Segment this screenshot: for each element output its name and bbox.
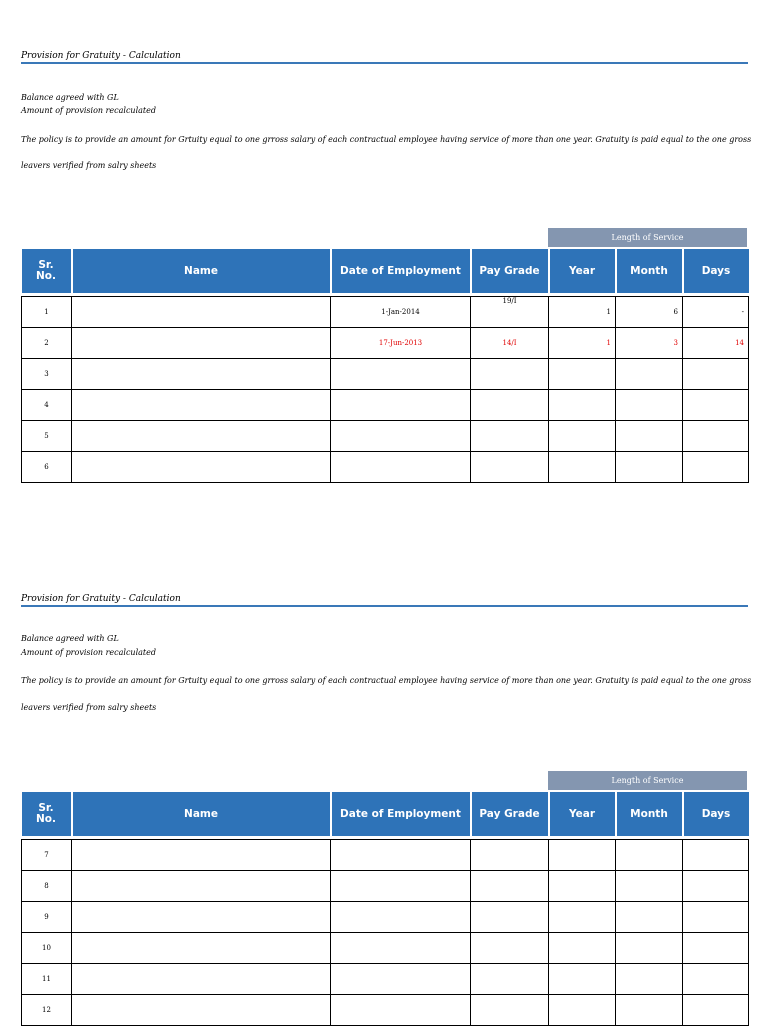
table-row	[22, 933, 749, 964]
cell-name[interactable]	[72, 452, 331, 483]
table-header-row	[22, 792, 749, 836]
gratuity-table	[21, 792, 749, 1026]
header-sr-no: Sr. No.	[22, 792, 72, 836]
cell-year[interactable]	[549, 871, 616, 902]
cell-days[interactable]	[683, 452, 749, 483]
cell-month[interactable]	[616, 359, 683, 390]
cell-date-of-employment[interactable]	[331, 933, 471, 964]
cell-sr-no[interactable]: 8	[22, 871, 72, 902]
cell-sr-no[interactable]: 9	[22, 902, 72, 933]
cell-days[interactable]	[683, 840, 749, 871]
cell-date-of-employment[interactable]	[331, 390, 471, 421]
cell-days[interactable]	[683, 421, 749, 452]
title-rule	[21, 62, 748, 64]
cell-name[interactable]	[72, 995, 331, 1026]
header-days: Days	[683, 792, 749, 836]
cell-pay-grade[interactable]: 14/I	[471, 328, 549, 359]
header-sr-no: Sr. No.	[22, 249, 72, 293]
table-row	[22, 359, 749, 390]
cell-date-of-employment[interactable]	[331, 871, 471, 902]
cell-month[interactable]	[616, 840, 683, 871]
cell-month[interactable]: 3	[616, 328, 683, 359]
cell-sr-no[interactable]: 12	[22, 995, 72, 1026]
cell-pay-grade[interactable]	[471, 964, 549, 995]
section-title: Provision for Gratuity - Calculation	[21, 51, 181, 61]
cell-days[interactable]	[683, 933, 749, 964]
cell-year[interactable]: 1	[549, 328, 616, 359]
cell-days[interactable]	[683, 359, 749, 390]
cell-year[interactable]: 1	[549, 297, 616, 328]
cell-date-of-employment[interactable]	[331, 902, 471, 933]
cell-days[interactable]: -	[683, 297, 749, 328]
cell-month[interactable]	[616, 933, 683, 964]
cell-name[interactable]	[72, 390, 331, 421]
header-days: Days	[683, 249, 749, 293]
header-name: Name	[72, 792, 331, 836]
cell-date-of-employment[interactable]	[331, 452, 471, 483]
cell-days[interactable]	[683, 871, 749, 902]
cell-date-of-employment[interactable]	[331, 840, 471, 871]
header-year: Year	[549, 792, 616, 836]
title-rule	[21, 605, 748, 607]
table-row	[22, 964, 749, 995]
cell-year[interactable]	[549, 902, 616, 933]
cell-month[interactable]	[616, 902, 683, 933]
header-month: Month	[616, 249, 683, 293]
cell-sr-no[interactable]: 2	[22, 328, 72, 359]
cell-sr-no[interactable]: 3	[22, 359, 72, 390]
cell-sr-no[interactable]: 6	[22, 452, 72, 483]
cell-sr-no[interactable]: 4	[22, 390, 72, 421]
cell-days[interactable]: 14	[683, 328, 749, 359]
cell-pay-grade[interactable]	[471, 452, 549, 483]
header-pay-grade: Pay Grade	[471, 792, 549, 836]
cell-pay-grade[interactable]	[471, 995, 549, 1026]
cell-days[interactable]	[683, 390, 749, 421]
cell-pay-grade[interactable]	[471, 871, 549, 902]
table-row	[22, 390, 749, 421]
cell-month[interactable]: 6	[616, 297, 683, 328]
cell-pay-grade[interactable]	[471, 390, 549, 421]
cell-year[interactable]	[549, 840, 616, 871]
table-row	[22, 421, 749, 452]
header-date: Date of Employment	[331, 792, 471, 836]
cell-days[interactable]	[683, 964, 749, 995]
provision-line: Amount of provision recalculated	[21, 106, 156, 115]
length-of-service-header: Length of Service	[548, 228, 747, 247]
cell-name[interactable]	[72, 328, 331, 359]
cell-name[interactable]	[72, 297, 331, 328]
section-title: Provision for Gratuity - Calculation	[21, 594, 181, 604]
length-of-service-header: Length of Service	[548, 771, 747, 790]
header-year: Year	[549, 249, 616, 293]
table-row	[22, 297, 749, 328]
cell-month[interactable]	[616, 995, 683, 1026]
header-date: Date of Employment	[331, 249, 471, 293]
cell-name[interactable]	[72, 359, 331, 390]
balance-line: Balance agreed with GL	[21, 93, 119, 102]
table-header-row	[22, 249, 749, 293]
header-pay-grade: Pay Grade	[471, 249, 549, 293]
cell-date-of-employment[interactable]: 17-Jun-2013	[331, 328, 471, 359]
cell-date-of-employment[interactable]	[331, 359, 471, 390]
gratuity-table	[21, 249, 749, 483]
cell-pay-grade[interactable]	[471, 840, 549, 871]
policy-line: The policy is to provide an amount for Grtuity equal to one grross salary of each contractual employee having service of more than one year. Gratuity is paid equal to the one gross	[21, 676, 752, 685]
cell-sr-no[interactable]: 10	[22, 933, 72, 964]
cell-name[interactable]	[72, 421, 331, 452]
header-month: Month	[616, 792, 683, 836]
policy-line: The policy is to provide an amount for Grtuity equal to one grross salary of each contractual employee having service of more than one year. Gratuity is paid equal to the one gross	[21, 135, 752, 144]
cell-month[interactable]	[616, 390, 683, 421]
cell-days[interactable]	[683, 902, 749, 933]
leavers-line: leavers verified from salry sheets	[21, 161, 157, 170]
cell-month[interactable]	[616, 421, 683, 452]
cell-year[interactable]	[549, 359, 616, 390]
leavers-line: leavers verified from salry sheets	[21, 703, 157, 712]
cell-sr-no[interactable]: 5	[22, 421, 72, 452]
cell-name[interactable]	[72, 840, 331, 871]
cell-date-of-employment[interactable]	[331, 995, 471, 1026]
table-row	[22, 328, 749, 359]
cell-days[interactable]	[683, 995, 749, 1026]
cell-month[interactable]	[616, 871, 683, 902]
cell-sr-no[interactable]: 1	[22, 297, 72, 328]
gratuity-section-2	[0, 543, 768, 1024]
cell-date-of-employment[interactable]	[331, 964, 471, 995]
cell-sr-no[interactable]: 11	[22, 964, 72, 995]
gratuity-section-1	[0, 0, 768, 500]
cell-pay-grade[interactable]: 19/I	[471, 297, 549, 328]
provision-line: Amount of provision recalculated	[21, 648, 156, 657]
balance-line: Balance agreed with GL	[21, 634, 119, 643]
cell-month[interactable]	[616, 964, 683, 995]
cell-date-of-employment[interactable]: 1-Jan-2014	[331, 297, 471, 328]
table-row	[22, 871, 749, 902]
cell-year[interactable]	[549, 933, 616, 964]
cell-year[interactable]	[549, 452, 616, 483]
cell-date-of-employment[interactable]	[331, 421, 471, 452]
table-row	[22, 995, 749, 1026]
cell-pay-grade[interactable]	[471, 359, 549, 390]
cell-name[interactable]	[72, 871, 331, 902]
table-row	[22, 902, 749, 933]
cell-year[interactable]	[549, 390, 616, 421]
cell-pay-grade[interactable]	[471, 902, 549, 933]
cell-pay-grade[interactable]	[471, 933, 549, 964]
cell-year[interactable]	[549, 421, 616, 452]
cell-year[interactable]	[549, 995, 616, 1026]
cell-name[interactable]	[72, 902, 331, 933]
cell-year[interactable]	[549, 964, 616, 995]
table-row	[22, 840, 749, 871]
header-name: Name	[72, 249, 331, 293]
cell-sr-no[interactable]: 7	[22, 840, 72, 871]
cell-month[interactable]	[616, 452, 683, 483]
cell-name[interactable]	[72, 964, 331, 995]
cell-name[interactable]	[72, 933, 331, 964]
cell-pay-grade[interactable]	[471, 421, 549, 452]
table-row	[22, 452, 749, 483]
